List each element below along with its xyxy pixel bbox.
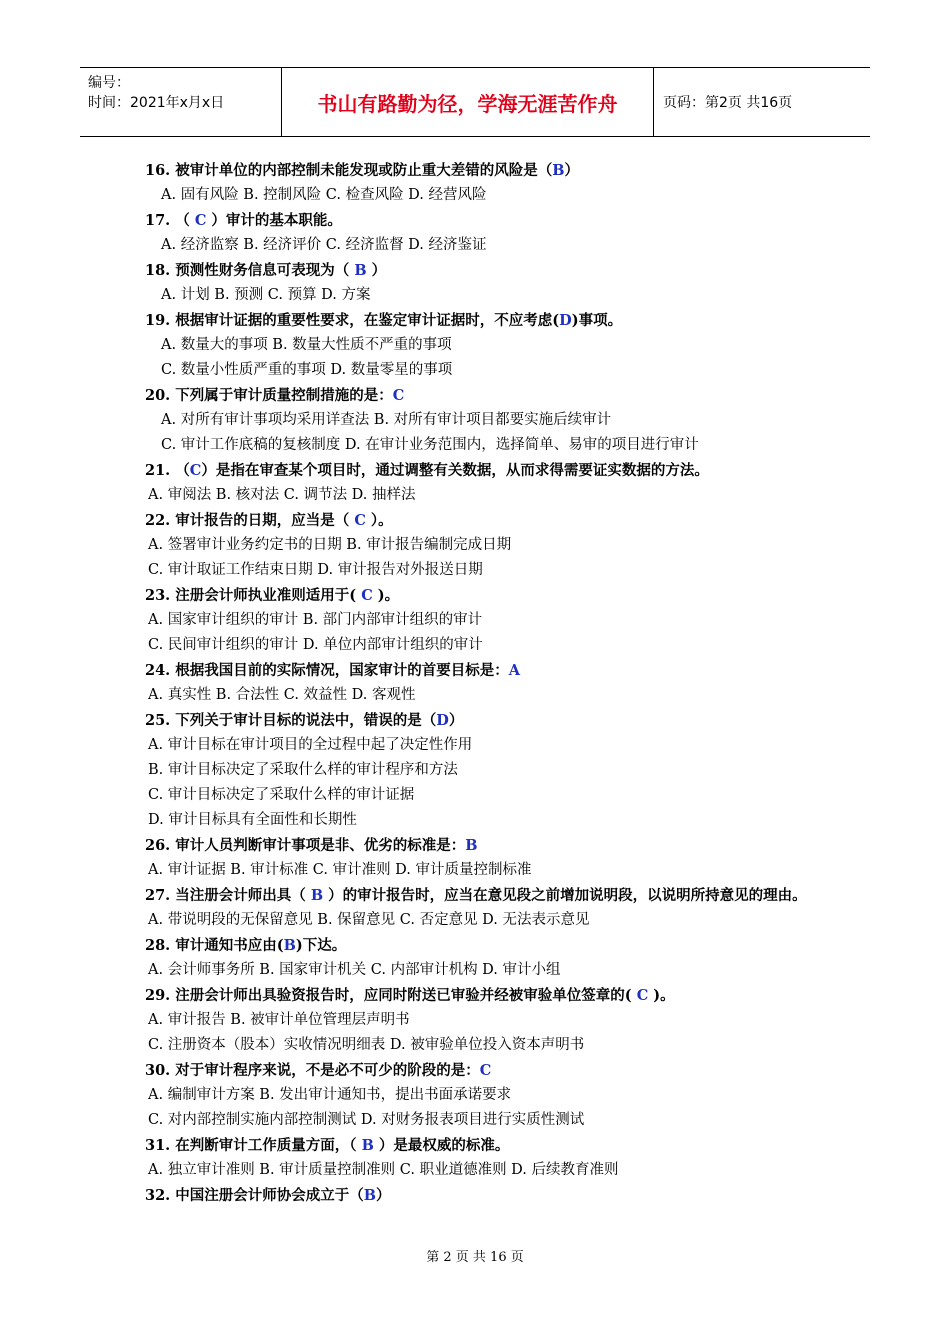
answer-27: B [310,887,324,904]
options-25-c: C. 审计目标决定了采取什么样的审计证据 [148,787,415,803]
question-20: 20. 下列属于审计质量控制措施的是：C [145,387,405,404]
answer-24: A [508,662,521,679]
question-28: 28. 审计通知书应由(B)下达。 [145,937,347,954]
options-18: A. 计划 B. 预测 C. 预算 D. 方案 [161,287,371,303]
header-meta [80,68,282,136]
question-17: 17. （ C ）审计的基本职能。 [145,212,342,229]
options-29-line2: C. 注册资本（股本）实收情况明细表 D. 被审验单位投入资本声明书 [148,1037,585,1053]
time-label: 时间：2021年x月x日 [88,95,225,111]
answer-19: D [559,312,572,329]
question-26: 26. 审计人员判断审计事项是非、优劣的标准是：B [145,837,478,854]
page-header [80,67,870,137]
answer-18: B [354,262,367,279]
answer-28: B [283,937,296,954]
answer-22: C [354,512,366,529]
question-23: 23. 注册会计师执业准则适用于( C )。 [145,587,400,604]
options-25-a: A. 审计目标在审计项目的全过程中起了决定性作用 [148,737,473,753]
options-20-line1: A. 对所有审计事项均采用详查法 B. 对所有审计项目都要实施后续审计 [161,412,612,428]
options-25-b: B. 审计目标决定了采取什么样的审计程序和方法 [148,762,458,778]
options-21: A. 审阅法 B. 核对法 C. 调节法 D. 抽样法 [148,487,416,503]
answer-29: C [636,987,649,1004]
answer-17: C [194,212,207,229]
options-20-line2: C. 审计工作底稿的复核制度 D. 在审计业务范围内，选择简单、易审的项目进行审计 [161,437,699,453]
question-21: 21. （C）是指在审查某个项目时，通过调整有关数据，从而求得需要证实数据的方法。 [145,462,709,479]
question-list [145,158,825,1208]
answer-31: B [361,1137,374,1154]
answer-26: B [465,837,478,854]
question-24: 24. 根据我国目前的实际情况，国家审计的首要目标是：A [145,662,521,679]
answer-25: D [436,712,449,729]
question-19: 19. 根据审计证据的重要性要求，在鉴定审计证据时，不应考虑(D)事项。 [145,312,623,329]
options-22-line1: A. 签署审计业务约定书的日期 B. 审计报告编制完成日期 [148,537,512,553]
options-23-line2: C. 民间审计组织的审计 D. 单位内部审计组织的审计 [148,637,483,653]
options-22-line2: C. 审计取证工作结束日期 D. 审计报告对外报送日期 [148,562,483,578]
options-24: A. 真实性 B. 合法性 C. 效益性 D. 客观性 [148,687,416,703]
options-30-line2: C. 对内部控制实施内部控制测试 D. 对财务报表项目进行实质性测试 [148,1112,585,1128]
question-22: 22. 审计报告的日期，应当是（ C ）。 [145,512,393,529]
question-32: 32. 中国注册会计师协会成立于（B） [145,1187,391,1204]
question-18: 18. 预测性财务信息可表现为（ B ） [145,262,387,279]
answer-21: C [189,462,202,479]
options-31: A. 独立审计准则 B. 审计质量控制准则 C. 职业道德准则 D. 后续教育准则 [148,1162,619,1178]
answer-20: C [392,387,405,404]
options-25-d: D. 审计目标具有全面性和长期性 [148,812,357,828]
options-19-line2: C. 数量小性质严重的事项 D. 数量零星的事项 [161,362,453,378]
options-17: A. 经济监察 B. 经济评价 C. 经济监督 D. 经济鉴证 [161,237,487,253]
question-29: 29. 注册会计师出具验资报告时，应同时附送已审验并经被审验单位签章的( C )。 [145,987,675,1004]
header-page-info: 页码：第2页 共16页 [663,95,793,111]
options-26: A. 审计证据 B. 审计标准 C. 审计准则 D. 审计质量控制标准 [148,862,532,878]
question-16: 16. 被审计单位的内部控制未能发现或防止重大差错的风险是（B） [145,162,580,179]
question-30: 30. 对于审计程序来说，不是必不可少的阶段的是：C [145,1062,492,1079]
options-19-line1: A. 数量大的事项 B. 数量大性质不严重的事项 [161,337,452,353]
options-27: A. 带说明段的无保留意见 B. 保留意见 C. 否定意见 D. 无法表示意见 [148,912,590,928]
question-31: 31. 在判断审计工作质量方面，（ B ）是最权威的标准。 [145,1137,510,1154]
header-motto: 书山有路勤为径，学海无涯苦作舟 [282,68,654,136]
page-footer: 第 2 页 共 16 页 [426,1250,524,1265]
question-27: 27. 当注册会计师出具（ B ）的审计报告时，应当在意见段之前增加说明段，以说明所持意见的理由。 [145,887,807,904]
options-16: A. 固有风险 B. 控制风险 C. 检查风险 D. 经营风险 [161,187,487,203]
code-label: 编号： [88,75,130,91]
question-25: 25. 下列关于审计目标的说法中，错误的是（D） [145,712,464,729]
answer-32: B [363,1187,377,1204]
answer-30: C [479,1062,492,1079]
answer-16: B [552,162,565,179]
options-23-line1: A. 国家审计组织的审计 B. 部门内部审计组织的审计 [148,612,483,628]
options-29-line1: A. 审计报告 B. 被审计单位管理层声明书 [148,1012,410,1028]
answer-23: C [361,587,373,604]
options-30-line1: A. 编制审计方案 B. 发出审计通知书，提出书面承诺要求 [148,1087,512,1103]
options-28: A. 会计师事务所 B. 国家审计机关 C. 内部审计机构 D. 审计小组 [148,962,561,978]
